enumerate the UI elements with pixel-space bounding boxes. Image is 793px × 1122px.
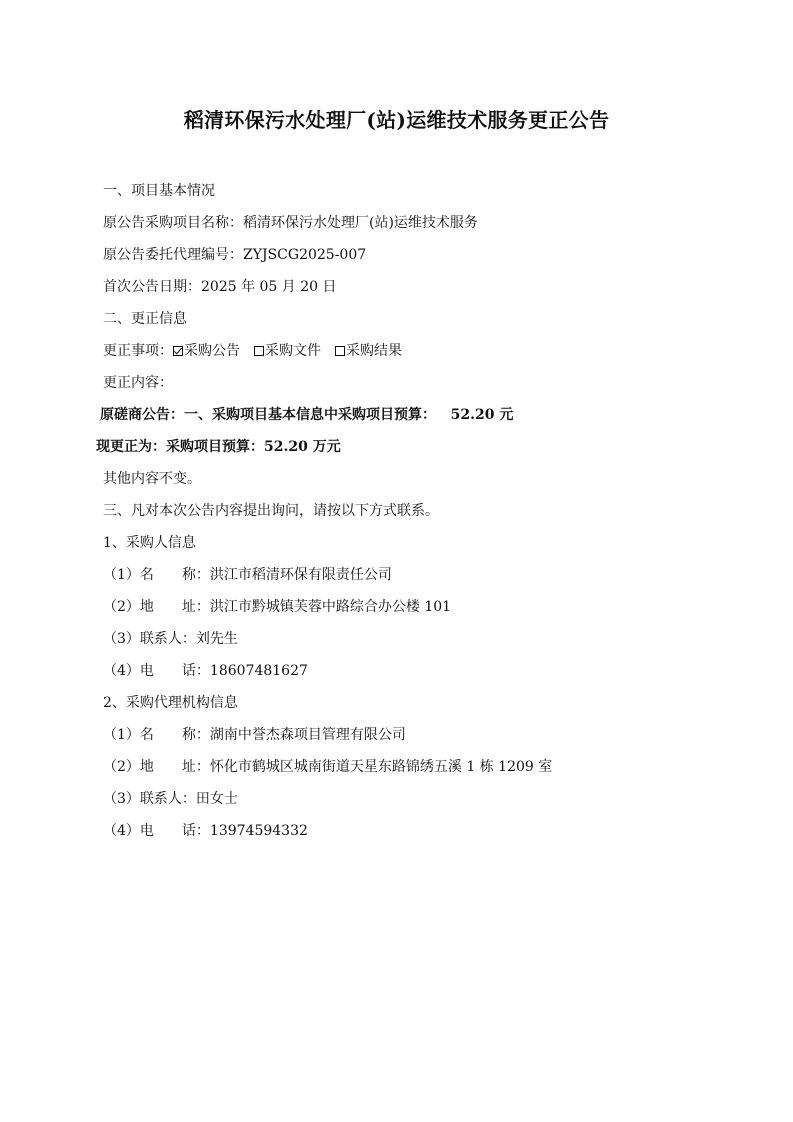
agency-phone: （4）电 话：13974594332 bbox=[103, 823, 308, 839]
buyer-heading: 1、采购人信息 bbox=[103, 535, 196, 551]
correction-items-label: 更正事项： bbox=[103, 343, 173, 359]
option-procurement-documents-label: 采购文件 bbox=[265, 343, 321, 359]
correction-content-label: 更正内容： bbox=[103, 375, 173, 391]
corrected-budget-line: 现更正为：采购项目预算：52.20 万元 bbox=[96, 439, 341, 455]
agency-number-line: 原公告委托代理编号：ZYJSCG2025-007 bbox=[103, 247, 367, 263]
buyer-name: （1）名 称：洪江市稻清环保有限责任公司 bbox=[103, 567, 392, 583]
section1-heading: 一、项目基本情况 bbox=[103, 183, 215, 199]
project-name-line: 原公告采购项目名称：稻清环保污水处理厂(站)运维技术服务 bbox=[103, 215, 478, 231]
agency-address: （2）地 址：怀化市鹤城区城南街道天星东路锦绣五溪 1 栋 1209 室 bbox=[103, 759, 553, 775]
original-budget-line: 原磋商公告：一、采购项目基本信息中采购项目预算： 52.20 元 bbox=[100, 407, 514, 423]
buyer-address: （2）地 址：洪江市黔城镇芙蓉中路综合办公楼 101 bbox=[103, 599, 452, 615]
buyer-phone: （4）电 话：18607481627 bbox=[103, 663, 308, 679]
correction-items-row bbox=[103, 341, 402, 361]
section3-heading: 三、凡对本次公告内容提出询问，请按以下方式联系。 bbox=[103, 503, 439, 519]
checkbox-procurement-notice bbox=[173, 346, 183, 356]
agency-name: （1）名 称：湖南中誉杰森项目管理有限公司 bbox=[103, 727, 406, 743]
agency-contact: （3）联系人：田女士 bbox=[103, 791, 238, 807]
checkbox-procurement-result bbox=[335, 346, 345, 356]
section2-heading: 二、更正信息 bbox=[103, 311, 187, 327]
option-procurement-notice-label: 采购公告 bbox=[184, 343, 240, 359]
checkbox-procurement-documents bbox=[254, 346, 264, 356]
unchanged-note: 其他内容不变。 bbox=[103, 471, 201, 487]
buyer-contact: （3）联系人：刘先生 bbox=[103, 631, 238, 647]
agency-heading: 2、采购代理机构信息 bbox=[103, 695, 238, 711]
option-procurement-result-label: 采购结果 bbox=[346, 343, 402, 359]
first-date-line: 首次公告日期：2025 年 05 月 20 日 bbox=[103, 279, 337, 295]
document-title: 稻清环保污水处理厂(站)运维技术服务更正公告 bbox=[183, 108, 610, 132]
